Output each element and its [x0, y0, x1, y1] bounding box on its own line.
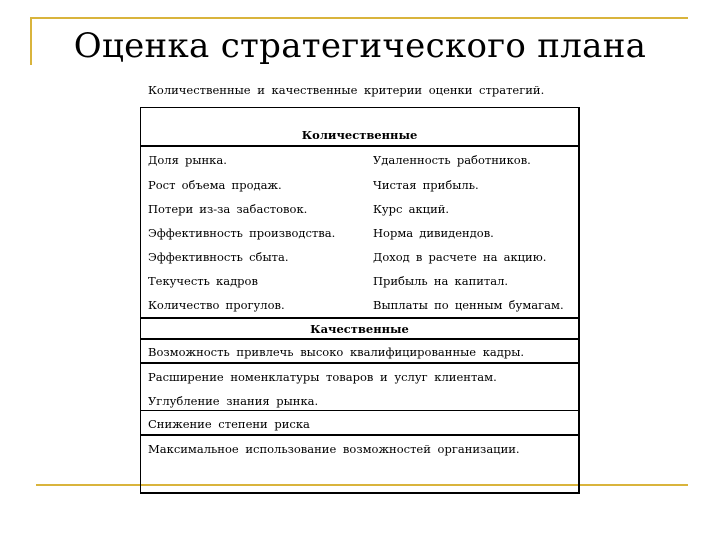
table-divider: [141, 434, 578, 436]
qualitative-header: Качественные: [310, 322, 409, 336]
table-divider: [141, 317, 578, 319]
page-title: Оценка стратегического плана: [73, 26, 647, 66]
qualitative-criterion: Углубление знания рынка.: [148, 394, 319, 408]
quantitative-criterion: Эффективность сбыта.: [148, 250, 289, 264]
quantitative-criterion: Текучесть кадров: [148, 274, 258, 288]
quantitative-criterion: Рост объема продаж.: [148, 178, 282, 192]
quantitative-criterion: Курс акций.: [373, 202, 450, 216]
table-divider: [141, 338, 578, 340]
qualitative-criterion: Расширение номенклатуры товаров и услуг клиентам.: [148, 370, 497, 384]
quantitative-criterion: Норма дивидендов.: [373, 226, 494, 240]
quantitative-criterion: Потери из-за забастовок.: [148, 202, 308, 216]
qualitative-criterion: Возможность привлечь высоко квалифицированные кадры.: [148, 345, 525, 359]
criteria-table: [140, 107, 580, 494]
quantitative-header: Количественные: [301, 128, 418, 142]
table-divider: [141, 362, 578, 364]
quantitative-criterion: Удаленность работников.: [373, 153, 531, 167]
quantitative-criterion: Чистая прибыль.: [373, 178, 479, 192]
quantitative-criterion: Прибыль на капитал.: [373, 274, 509, 288]
qualitative-criterion: Максимальное использование возможностей организации.: [148, 442, 520, 456]
quantitative-criterion: Эффективность производства.: [148, 226, 336, 240]
quantitative-criterion: Доля рынка.: [148, 153, 227, 167]
page-subtitle: Количественные и качественные критерии оценки стратегий.: [148, 83, 545, 97]
quantitative-criterion: Выплаты по ценным бумагам.: [373, 298, 564, 312]
decorative-top-line: [30, 17, 688, 19]
qualitative-criterion: Снижение степени риска: [148, 417, 310, 431]
quantitative-criterion: Доход в расчете на акцию.: [373, 250, 547, 264]
table-divider: [141, 145, 578, 147]
table-divider: [141, 410, 578, 411]
quantitative-criterion: Количество прогулов.: [148, 298, 285, 312]
